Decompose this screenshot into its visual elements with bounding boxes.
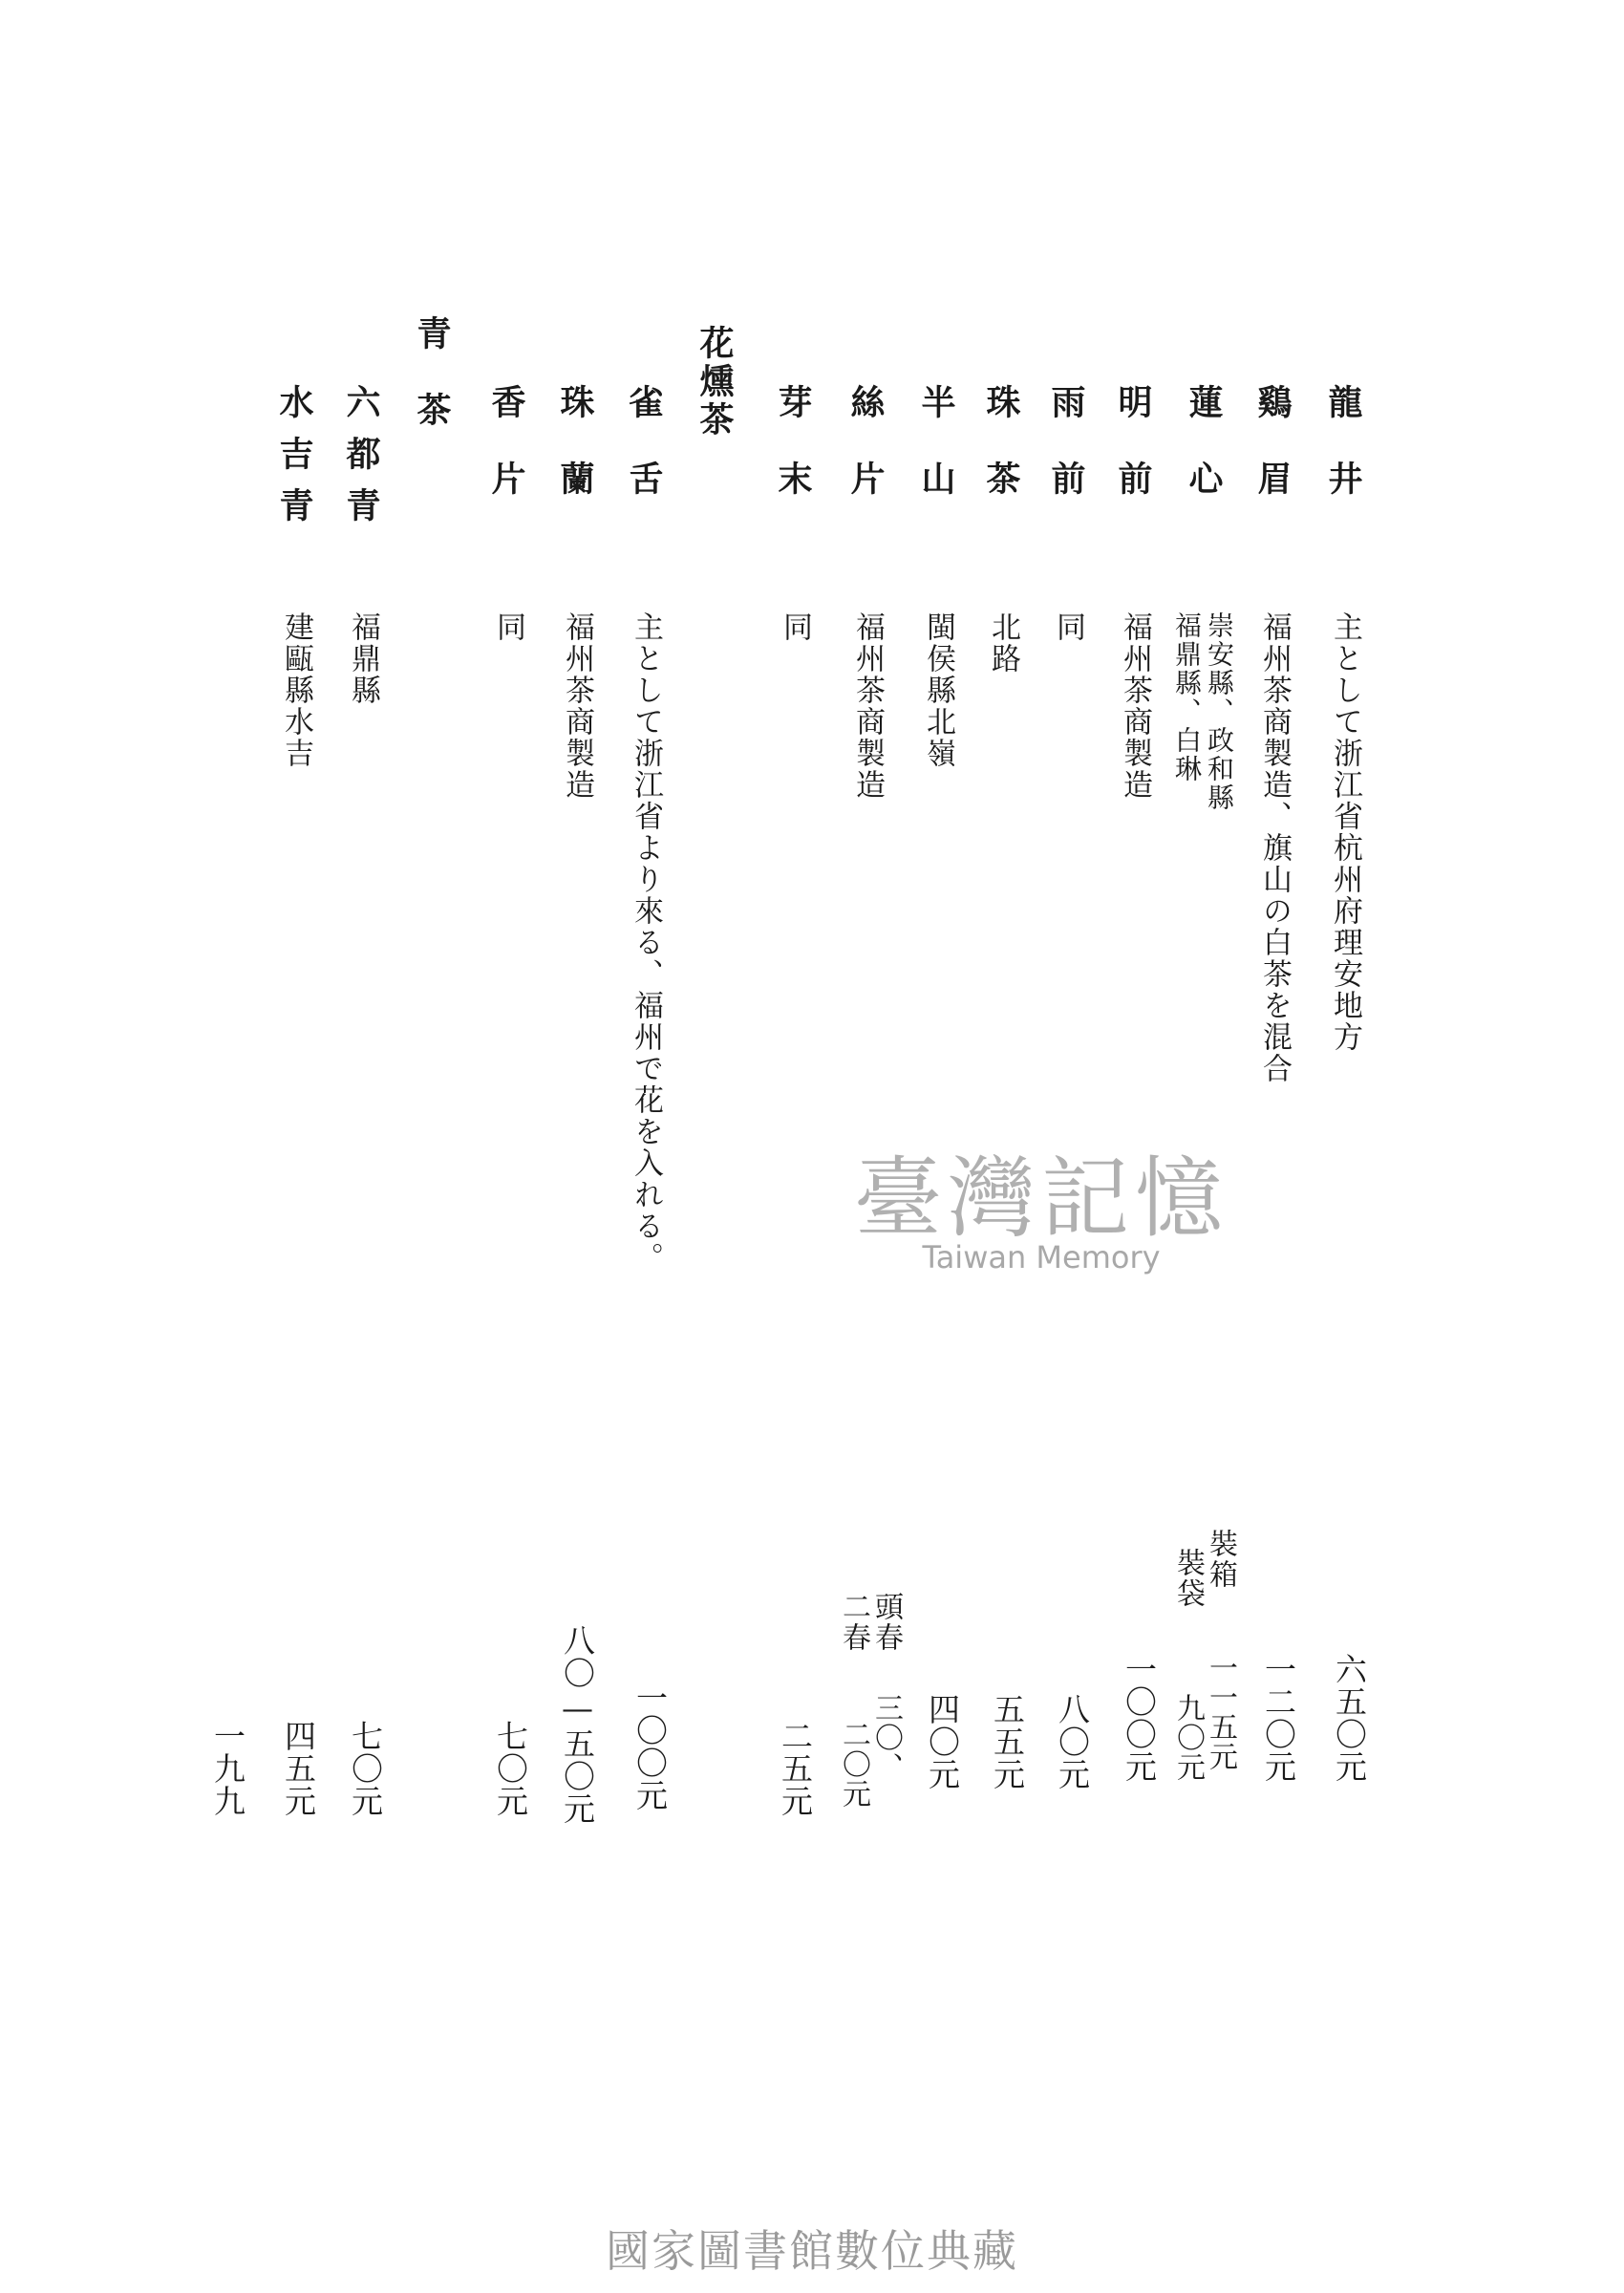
tea-origin-yamo: 同 (778, 611, 812, 643)
tea-name-liuduqing: 六都青 (341, 384, 381, 539)
tea-name-jimei: 鷄 眉 (1252, 384, 1293, 499)
tea-origin-queshe: 主として浙江省より來る、福州で花を入れる。 (629, 611, 663, 1274)
tea-price-yamo: 二五元 (777, 1720, 814, 1817)
tea-origin-lianxin-2: 福鼎縣、白琳 (1171, 611, 1203, 783)
library-footer: 國家圖書館數位典藏 (606, 2225, 1018, 2277)
tea-name-yuqian: 雨 前 (1046, 384, 1086, 499)
section-heading-scented-tea: 花燻茶 (694, 325, 735, 439)
tea-price-jimei: 一二〇元 (1260, 1653, 1297, 1783)
tea-origin-shuijiqing: 建甌縣水吉 (279, 611, 313, 769)
tea-price-zhulan: 八〇—五〇元 (559, 1624, 596, 1825)
tea-price-longjing: 六五〇元 (1331, 1653, 1368, 1783)
tea-price-queshe: 一〇〇元 (631, 1682, 669, 1811)
tea-name-xiangpian: 香 片 (486, 384, 526, 499)
tea-price-lianxin-box: 一一五元 (1204, 1653, 1237, 1771)
tea-name-zhucha: 珠 茶 (981, 384, 1021, 499)
tea-origin-zhucha: 北路 (986, 611, 1020, 675)
tea-name-banshan: 半 山 (916, 384, 956, 499)
tea-origin-sipian: 福州茶商製造 (850, 611, 885, 801)
tea-name-zhulan: 珠 蘭 (555, 384, 595, 499)
tea-origin-mingqian: 福州茶商製造 (1118, 611, 1152, 801)
tea-origin-xiangpian: 同 (491, 611, 525, 643)
tea-price-shuijiqing: 四五元 (280, 1720, 317, 1817)
tea-price-mingqian: 一〇〇元 (1121, 1653, 1158, 1783)
packing-bag-label: 裝袋 (1171, 1548, 1205, 1609)
tea-origin-lianxin-1: 崇安縣、政和縣 (1204, 611, 1235, 812)
tea-name-lianxin: 蓮 心 (1184, 384, 1224, 499)
tea-price-yuqian: 八〇元 (1054, 1693, 1091, 1790)
tea-origin-liuduqing: 福鼎縣 (346, 611, 380, 706)
tea-price-sipian-first: 三〇、 (869, 1693, 903, 1782)
tea-name-queshe: 雀 舌 (624, 384, 664, 499)
harvest-first-spring-label: 頭春 (869, 1592, 903, 1653)
tea-origin-banshan: 閩侯縣北嶺 (921, 611, 955, 769)
harvest-second-spring-label: 二春 (837, 1592, 870, 1653)
tea-price-xiangpian: 七〇元 (492, 1720, 529, 1817)
tea-origin-jimei: 福州茶商製造、旗山の白茶を混合 (1257, 611, 1292, 1084)
tea-price-sipian-second: 二〇元 (837, 1720, 870, 1809)
page-number: 一九九 (209, 1720, 246, 1817)
watermark (812, 1147, 1271, 1295)
tea-name-shuijiqing: 水吉青 (274, 384, 314, 539)
tea-price-lianxin-bag: 九〇元 (1171, 1693, 1205, 1782)
watermark-english: Taiwan Memory (922, 1239, 1161, 1275)
tea-name-longjing: 龍 井 (1323, 384, 1363, 499)
tea-name-mingqian: 明 前 (1113, 384, 1153, 499)
packing-box-label: 裝箱 (1204, 1529, 1237, 1590)
watermark-chinese: 臺灣記憶 (853, 1147, 1229, 1250)
tea-price-liuduqing: 七〇元 (347, 1720, 384, 1817)
tea-origin-yuqian: 同 (1051, 611, 1085, 643)
section-heading-oolong-tea: 青 茶 (412, 315, 452, 430)
tea-origin-zhulan: 福州茶商製造 (560, 611, 594, 801)
tea-price-banshan: 四〇元 (924, 1693, 961, 1790)
tea-name-yamo: 芽 末 (773, 384, 813, 499)
tea-price-zhucha: 五五元 (989, 1693, 1026, 1790)
tea-origin-longjing: 主として浙江省杭州府理安地方 (1328, 611, 1362, 1053)
tea-name-sipian: 絲 片 (845, 384, 886, 499)
